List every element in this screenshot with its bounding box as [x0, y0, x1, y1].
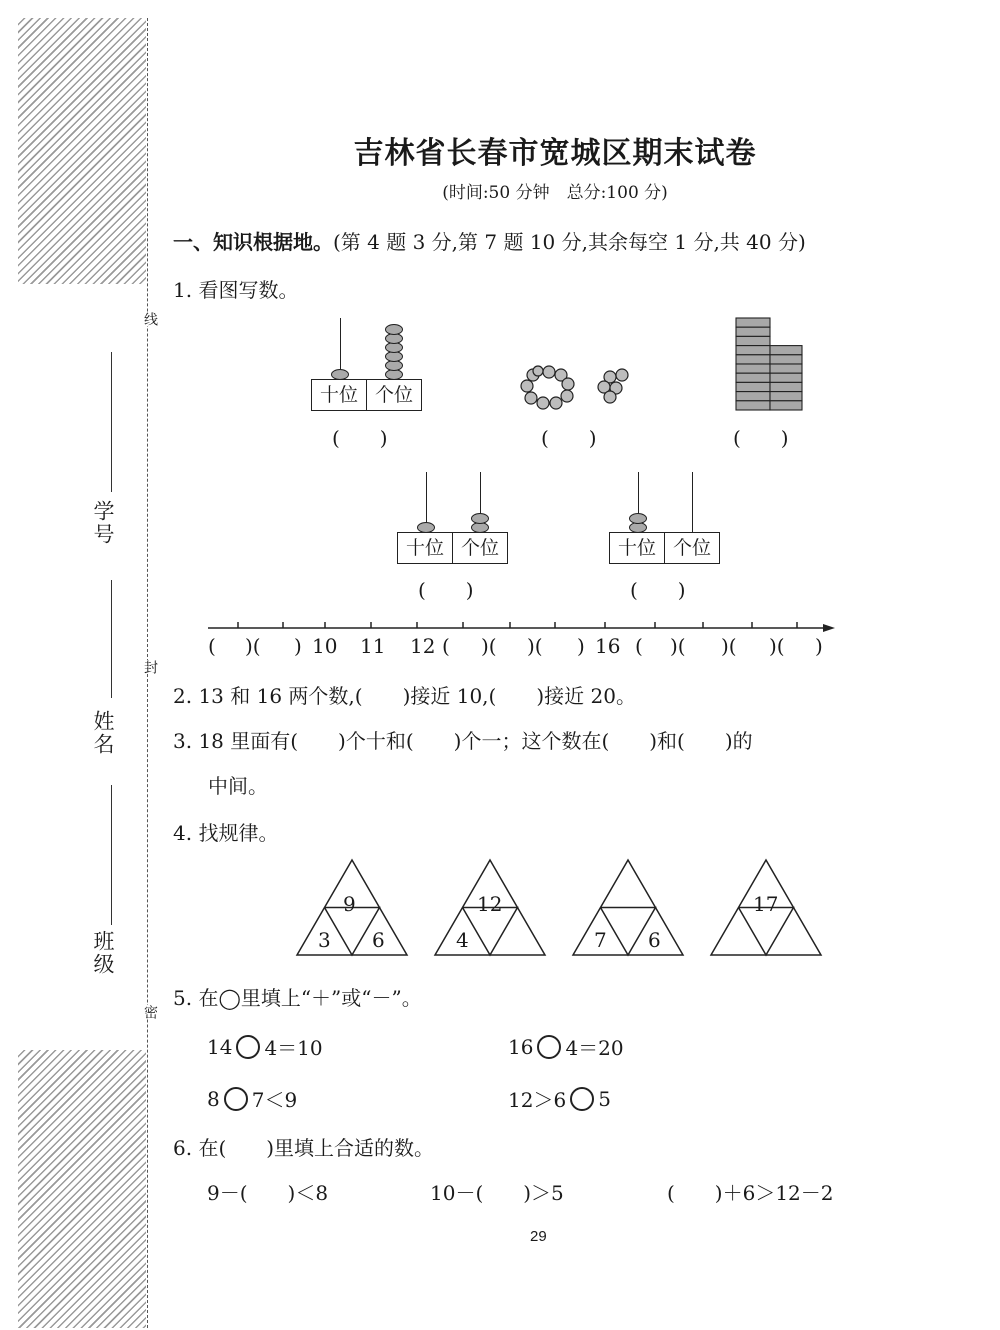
nl-label-11: 11 — [360, 634, 386, 658]
student-id-line[interactable] — [111, 352, 112, 492]
q5-item-4-a: 12＞6 — [508, 1088, 567, 1112]
nl-label-16: 16 — [595, 634, 621, 658]
tri1-left: 3 — [318, 928, 331, 952]
q6-item-2[interactable]: 10－( )＞5 — [430, 1181, 564, 1205]
q6-item-3[interactable]: ( )＋6＞12－2 — [667, 1181, 834, 1205]
class-label: 班级 — [91, 930, 115, 976]
abacus-tens-label: 十位 — [405, 537, 444, 559]
q5-item-2 — [508, 1032, 624, 1061]
q3-text-line1: 3. 18 里面有( )个十和( )个一；这个数在( )和( )的 — [173, 729, 753, 753]
tri3-left: 7 — [594, 928, 607, 952]
tri2-top: 12 — [477, 892, 503, 916]
page-number: 29 — [530, 1228, 547, 1245]
nl-label-8: ( — [635, 634, 643, 658]
tri1-top: 9 — [343, 892, 356, 916]
q6-item-1[interactable]: 9－( )＜8 — [207, 1181, 329, 1205]
section-score-note: (第 4 题 3 分,第 7 题 10 分,其余每空 1 分,共 40 分) — [333, 230, 806, 254]
q2-text: 2. 13 和 16 两个数,( )接近 10,( )接近 20。 — [173, 684, 636, 708]
q5-item-2-a: 16 — [508, 1034, 534, 1059]
name-label: 姓名 — [91, 710, 115, 756]
nl-label-12b: ) — [815, 634, 823, 658]
q6-text: 6. 在( )里填上合适的数。 — [173, 1136, 435, 1160]
cut-mark-mi: 密 — [142, 1005, 158, 1019]
abacus-tens-label: 十位 — [617, 537, 656, 559]
nl-label-6: )( — [527, 634, 543, 658]
answer-blank-q1b[interactable]: ( ) — [541, 426, 597, 450]
q1-text: 1. 看图写数。 — [173, 278, 299, 302]
hatch-bottom — [18, 1050, 146, 1328]
nl-label-2: )( — [245, 634, 261, 658]
nl-label-5: )( — [481, 634, 497, 658]
q4-text: 4. 找规律。 — [173, 821, 279, 845]
q5-item-4-b: 5 — [598, 1086, 611, 1111]
tens-blocks-figure — [735, 317, 803, 411]
q5-item-1-b: 4＝10 — [264, 1036, 323, 1060]
page-subtitle: (时间:50 分钟 总分:100 分) — [442, 183, 668, 203]
nl-label-1: ( — [208, 634, 216, 658]
q5-item-3-a: 8 — [207, 1086, 220, 1111]
abacus-ones-label: 个位 — [664, 533, 719, 563]
name-line[interactable] — [111, 580, 112, 698]
nl-label-9: )( — [670, 634, 686, 658]
abacus-ones-label: 个位 — [452, 533, 507, 563]
q5-item-1 — [207, 1032, 323, 1061]
page-title: 吉林省长春市宽城区期末试卷 — [353, 136, 757, 171]
answer-blank-q1c[interactable]: ( ) — [733, 426, 789, 450]
nl-label-10b: )( — [721, 634, 737, 658]
operator-circle[interactable] — [236, 1035, 260, 1059]
triangle-3 — [571, 858, 685, 958]
operator-circle[interactable] — [537, 1035, 561, 1059]
q5-text: 5. 在◯里填上“＋”或“－”。 — [173, 986, 422, 1010]
q5-item-1-a: 14 — [207, 1034, 233, 1059]
q3-text-line2: 中间。 — [208, 774, 268, 798]
counters-figure — [518, 364, 643, 414]
nl-label-10: 10 — [312, 634, 338, 658]
operator-circle[interactable] — [224, 1087, 248, 1111]
nl-label-11b: )( — [769, 634, 785, 658]
number-line-labels — [205, 634, 837, 658]
nl-label-4: ( — [442, 634, 450, 658]
q5-item-3-b: 7＜9 — [251, 1088, 298, 1112]
answer-blank-q1e[interactable]: ( ) — [630, 578, 686, 602]
tri3-right: 6 — [648, 928, 661, 952]
tri4-top: 17 — [753, 892, 779, 916]
cut-mark-feng: 封 — [142, 660, 158, 674]
operator-circle[interactable] — [570, 1087, 594, 1111]
q5-item-4 — [508, 1084, 611, 1113]
tri2-left: 4 — [456, 928, 469, 952]
q5-item-3 — [207, 1084, 297, 1113]
tri1-right: 6 — [372, 928, 385, 952]
student-id-label: 学号 — [91, 500, 115, 546]
section-heading — [173, 226, 806, 255]
abacus-ones-label: 个位 — [366, 380, 421, 410]
answer-blank-q1d[interactable]: ( ) — [418, 578, 474, 602]
answer-blank-q1a[interactable]: ( ) — [332, 426, 388, 450]
nl-label-3: ) — [294, 634, 302, 658]
nl-label-12: 12 — [410, 634, 436, 658]
section-title: 一、知识根据地。 — [173, 230, 333, 254]
nl-label-7: ) — [577, 634, 585, 658]
q5-item-2-b: 4＝20 — [565, 1036, 624, 1060]
abacus-tens-label: 十位 — [319, 384, 358, 406]
class-line[interactable] — [111, 785, 112, 925]
cut-mark-xian: 线 — [142, 312, 158, 326]
